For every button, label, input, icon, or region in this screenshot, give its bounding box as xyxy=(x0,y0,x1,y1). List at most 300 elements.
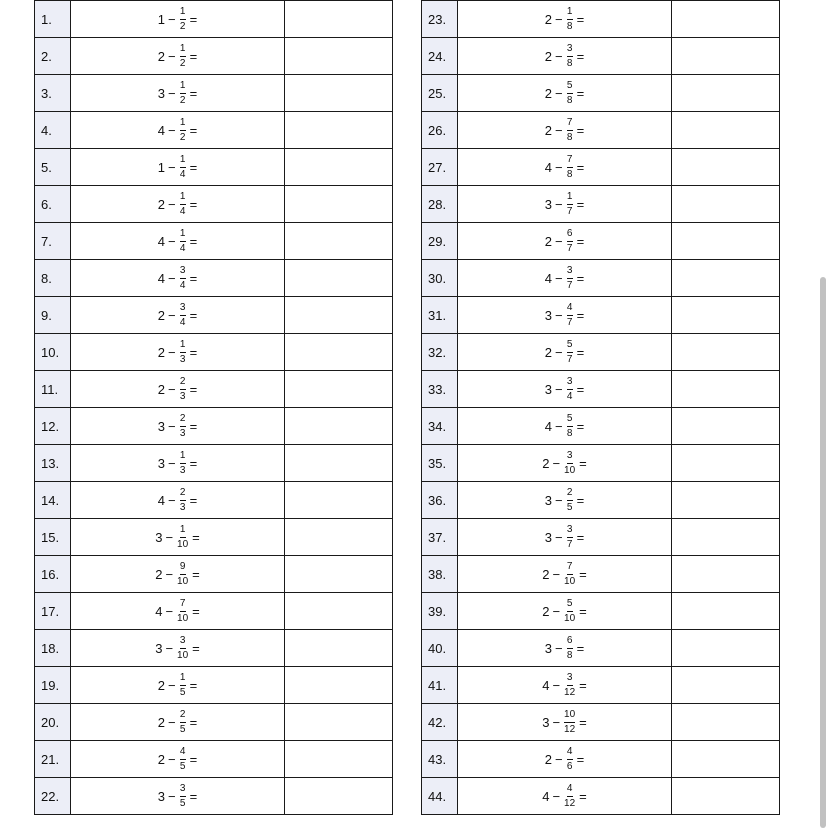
fraction-denominator: 4 xyxy=(179,242,186,254)
problem-row xyxy=(422,445,780,482)
minus-sign: − xyxy=(168,122,176,138)
problem-expression xyxy=(458,519,672,556)
fraction-numerator: 1 xyxy=(180,451,186,464)
whole-number: 4 xyxy=(544,418,553,434)
subtraction-expression xyxy=(545,488,584,513)
answer-cell[interactable] xyxy=(285,556,393,593)
problem-number: 13. xyxy=(35,445,71,482)
problem-expression xyxy=(458,482,672,519)
minus-sign: − xyxy=(555,344,563,360)
answer-cell[interactable] xyxy=(672,1,780,38)
minus-sign: − xyxy=(165,603,174,619)
whole-number: 2 xyxy=(542,455,550,471)
fraction-denominator: 10 xyxy=(564,575,576,587)
fraction-denominator: 10 xyxy=(564,612,576,624)
fraction xyxy=(179,377,187,402)
problem-number: 43. xyxy=(422,741,458,778)
whole-number: 3 xyxy=(544,307,553,323)
problem-number: 6. xyxy=(35,186,71,223)
problem-expression xyxy=(71,186,285,223)
subtraction-expression xyxy=(158,81,197,106)
fraction xyxy=(179,118,187,143)
minus-sign: − xyxy=(552,603,561,619)
problem-number: 42. xyxy=(422,704,458,741)
problem-row xyxy=(35,556,393,593)
fraction-numerator: 2 xyxy=(180,414,186,427)
fraction-numerator: 1 xyxy=(180,229,186,242)
fraction-denominator: 12 xyxy=(564,723,576,735)
fraction xyxy=(179,192,187,217)
whole-number: 3 xyxy=(544,492,553,508)
fraction-denominator: 7 xyxy=(566,316,573,328)
problem-expression xyxy=(458,38,672,75)
subtraction-expression xyxy=(155,599,200,624)
subtraction-expression xyxy=(545,636,584,661)
problem-expression xyxy=(71,482,285,519)
whole-number: 2 xyxy=(155,566,163,582)
answer-cell[interactable] xyxy=(285,593,393,630)
fraction-denominator: 12 xyxy=(564,797,576,809)
answer-cell[interactable] xyxy=(285,445,393,482)
fraction-numerator: 1 xyxy=(180,7,186,20)
answer-cell[interactable] xyxy=(672,667,780,704)
fraction-denominator: 4 xyxy=(179,205,186,217)
fraction-numerator: 4 xyxy=(180,747,186,760)
fraction-denominator: 6 xyxy=(566,760,573,772)
problem-row xyxy=(422,778,780,815)
fraction-denominator: 4 xyxy=(179,168,186,180)
fraction-denominator: 3 xyxy=(179,464,186,476)
problem-row xyxy=(35,741,393,778)
fraction-denominator: 5 xyxy=(179,686,186,698)
minus-sign: − xyxy=(552,677,561,693)
minus-sign: − xyxy=(555,11,563,27)
fraction-denominator: 7 xyxy=(566,538,573,550)
problem-number: 37. xyxy=(422,519,458,556)
problem-expression xyxy=(71,408,285,445)
problem-expression xyxy=(71,445,285,482)
fraction xyxy=(179,155,187,180)
minus-sign: − xyxy=(168,788,176,804)
subtraction-expression xyxy=(158,710,197,735)
equals-sign: = xyxy=(576,492,585,508)
answer-cell[interactable] xyxy=(672,519,780,556)
fraction xyxy=(179,266,187,291)
fraction xyxy=(179,340,187,365)
minus-sign: − xyxy=(555,307,563,323)
problem-expression xyxy=(71,260,285,297)
problem-number: 33. xyxy=(422,371,458,408)
whole-number: 2 xyxy=(544,48,553,64)
answer-cell[interactable] xyxy=(672,741,780,778)
equals-sign: = xyxy=(576,85,585,101)
answer-cell[interactable] xyxy=(672,630,780,667)
fraction xyxy=(176,636,189,661)
problem-expression xyxy=(458,408,672,445)
problem-row xyxy=(422,38,780,75)
answer-cell[interactable] xyxy=(285,778,393,815)
answer-cell[interactable] xyxy=(285,75,393,112)
fraction xyxy=(179,81,187,106)
fraction-numerator: 5 xyxy=(567,340,573,353)
whole-number: 4 xyxy=(542,788,550,804)
fraction-numerator: 3 xyxy=(567,377,573,390)
problem-number: 19. xyxy=(35,667,71,704)
whole-number: 2 xyxy=(544,344,553,360)
problem-row xyxy=(35,519,393,556)
problem-number: 41. xyxy=(422,667,458,704)
whole-number: 2 xyxy=(157,714,166,730)
problem-expression xyxy=(458,75,672,112)
problem-expression xyxy=(71,334,285,371)
problem-expression xyxy=(71,1,285,38)
vertical-scrollbar[interactable] xyxy=(818,0,828,828)
subtraction-expression xyxy=(158,784,197,809)
problem-row xyxy=(35,482,393,519)
subtraction-expression xyxy=(158,155,197,180)
problem-number: 24. xyxy=(422,38,458,75)
problem-row xyxy=(35,38,393,75)
fraction-denominator: 3 xyxy=(179,390,186,402)
equals-sign: = xyxy=(579,603,587,619)
fraction-numerator: 6 xyxy=(567,636,573,649)
problem-expression xyxy=(458,778,672,815)
answer-cell[interactable] xyxy=(285,223,393,260)
whole-number: 2 xyxy=(542,566,550,582)
equals-sign: = xyxy=(189,85,198,101)
problem-row xyxy=(422,741,780,778)
answer-cell[interactable] xyxy=(672,445,780,482)
fraction-denominator: 5 xyxy=(179,760,186,772)
whole-number: 2 xyxy=(544,122,553,138)
equals-sign: = xyxy=(189,233,198,249)
minus-sign: − xyxy=(168,751,176,767)
whole-number: 4 xyxy=(157,270,166,286)
minus-sign: − xyxy=(168,233,176,249)
answer-cell[interactable] xyxy=(672,371,780,408)
whole-number: 3 xyxy=(157,455,166,471)
fraction-numerator: 4 xyxy=(567,747,573,760)
fraction-denominator: 7 xyxy=(566,279,573,291)
minus-sign: − xyxy=(555,233,563,249)
problem-number: 44. xyxy=(422,778,458,815)
answer-cell[interactable] xyxy=(285,741,393,778)
problem-row xyxy=(422,630,780,667)
equals-sign: = xyxy=(576,270,585,286)
subtraction-expression xyxy=(545,192,584,217)
answer-cell[interactable] xyxy=(285,186,393,223)
problem-expression xyxy=(71,371,285,408)
problem-expression xyxy=(71,297,285,334)
fraction-numerator: 1 xyxy=(180,340,186,353)
fraction-denominator: 5 xyxy=(566,501,573,513)
problem-expression xyxy=(458,112,672,149)
answer-cell[interactable] xyxy=(672,297,780,334)
problem-number: 34. xyxy=(422,408,458,445)
problem-row xyxy=(35,112,393,149)
subtraction-expression xyxy=(545,303,584,328)
equals-sign: = xyxy=(192,529,200,545)
answer-cell[interactable] xyxy=(672,75,780,112)
fraction-numerator: 7 xyxy=(567,155,573,168)
fraction xyxy=(563,599,576,624)
fraction xyxy=(566,118,574,143)
fraction-denominator: 10 xyxy=(177,649,189,661)
minus-sign: − xyxy=(168,307,176,323)
fraction-numerator: 7 xyxy=(180,599,186,612)
fraction-denominator: 3 xyxy=(179,353,186,365)
answer-cell[interactable] xyxy=(672,38,780,75)
problem-number: 14. xyxy=(35,482,71,519)
problem-row xyxy=(422,297,780,334)
minus-sign: − xyxy=(555,640,563,656)
scrollbar-thumb[interactable] xyxy=(820,277,826,828)
answer-cell[interactable] xyxy=(285,704,393,741)
answer-cell[interactable] xyxy=(672,112,780,149)
subtraction-expression xyxy=(158,451,197,476)
fraction xyxy=(566,44,574,69)
subtraction-expression xyxy=(542,784,587,809)
subtraction-expression xyxy=(545,229,584,254)
fraction-numerator: 1 xyxy=(180,118,186,131)
whole-number: 3 xyxy=(155,640,163,656)
problem-row xyxy=(35,667,393,704)
fraction-numerator: 6 xyxy=(567,229,573,242)
whole-number: 4 xyxy=(157,122,166,138)
answer-cell[interactable] xyxy=(672,556,780,593)
problem-number: 5. xyxy=(35,149,71,186)
answer-cell[interactable] xyxy=(672,704,780,741)
minus-sign: − xyxy=(552,714,561,730)
minus-sign: − xyxy=(552,455,561,471)
problem-row xyxy=(35,593,393,630)
equals-sign: = xyxy=(189,714,198,730)
problem-number: 1. xyxy=(35,1,71,38)
whole-number: 2 xyxy=(157,751,166,767)
equals-sign: = xyxy=(189,270,198,286)
problem-expression xyxy=(71,519,285,556)
problem-number: 23. xyxy=(422,1,458,38)
problem-row xyxy=(422,482,780,519)
fraction xyxy=(179,673,187,698)
problem-row xyxy=(35,223,393,260)
problem-expression xyxy=(458,186,672,223)
answer-cell[interactable] xyxy=(285,482,393,519)
problem-number: 39. xyxy=(422,593,458,630)
problem-number: 3. xyxy=(35,75,71,112)
fraction xyxy=(179,784,187,809)
fraction xyxy=(566,488,574,513)
problem-number: 31. xyxy=(422,297,458,334)
answer-cell[interactable] xyxy=(672,186,780,223)
whole-number: 3 xyxy=(157,788,166,804)
fraction xyxy=(563,562,576,587)
problem-row xyxy=(422,223,780,260)
answer-cell[interactable] xyxy=(285,149,393,186)
fraction xyxy=(563,784,576,809)
equals-sign: = xyxy=(189,381,198,397)
fraction xyxy=(179,303,187,328)
answer-cell[interactable] xyxy=(285,371,393,408)
equals-sign: = xyxy=(576,418,585,434)
fraction-numerator: 2 xyxy=(180,488,186,501)
subtraction-expression xyxy=(158,44,197,69)
problem-expression xyxy=(71,704,285,741)
fraction-denominator: 2 xyxy=(179,94,186,106)
answer-cell[interactable] xyxy=(285,38,393,75)
fraction xyxy=(179,414,187,439)
subtraction-expression xyxy=(158,229,197,254)
minus-sign: − xyxy=(552,566,561,582)
problem-expression xyxy=(458,556,672,593)
minus-sign: − xyxy=(168,48,176,64)
whole-number: 4 xyxy=(544,159,553,175)
answer-cell[interactable] xyxy=(285,112,393,149)
fraction xyxy=(566,192,574,217)
subtraction-expression xyxy=(545,340,584,365)
problem-expression xyxy=(71,556,285,593)
equals-sign: = xyxy=(579,714,587,730)
whole-number: 3 xyxy=(542,714,550,730)
minus-sign: − xyxy=(165,566,174,582)
answer-cell[interactable] xyxy=(672,334,780,371)
problem-number: 22. xyxy=(35,778,71,815)
answer-cell[interactable] xyxy=(285,260,393,297)
answer-cell[interactable] xyxy=(285,297,393,334)
subtraction-expression xyxy=(158,377,197,402)
whole-number: 2 xyxy=(157,381,166,397)
left-problem-list xyxy=(35,1,393,815)
whole-number: 2 xyxy=(544,11,553,27)
problem-expression xyxy=(458,297,672,334)
subtraction-expression xyxy=(542,673,587,698)
subtraction-expression xyxy=(155,525,200,550)
fraction-numerator: 3 xyxy=(180,303,186,316)
answer-cell[interactable] xyxy=(672,223,780,260)
right-problem-table xyxy=(421,0,780,815)
answer-cell[interactable] xyxy=(285,408,393,445)
whole-number: 2 xyxy=(544,233,553,249)
fraction-denominator: 5 xyxy=(179,797,186,809)
fraction-numerator: 4 xyxy=(567,303,573,316)
subtraction-expression xyxy=(158,118,197,143)
problem-expression xyxy=(458,334,672,371)
answer-cell[interactable] xyxy=(285,667,393,704)
fraction xyxy=(566,155,574,180)
minus-sign: − xyxy=(555,751,563,767)
fraction-numerator: 3 xyxy=(567,525,573,538)
subtraction-expression xyxy=(542,451,587,476)
problem-number: 27. xyxy=(422,149,458,186)
problem-expression xyxy=(71,149,285,186)
minus-sign: − xyxy=(555,270,563,286)
problem-row xyxy=(422,408,780,445)
minus-sign: − xyxy=(168,196,176,212)
answer-cell[interactable] xyxy=(285,1,393,38)
equals-sign: = xyxy=(189,196,198,212)
minus-sign: − xyxy=(168,270,176,286)
answer-cell[interactable] xyxy=(672,482,780,519)
equals-sign: = xyxy=(576,529,585,545)
equals-sign: = xyxy=(576,11,585,27)
subtraction-expression xyxy=(158,7,197,32)
whole-number: 3 xyxy=(544,529,553,545)
fraction-denominator: 10 xyxy=(177,612,189,624)
fraction-denominator: 8 xyxy=(566,131,573,143)
minus-sign: − xyxy=(555,492,563,508)
problem-row xyxy=(35,445,393,482)
minus-sign: − xyxy=(552,788,561,804)
whole-number: 3 xyxy=(157,85,166,101)
fraction xyxy=(566,266,574,291)
equals-sign: = xyxy=(189,307,198,323)
problem-number: 11. xyxy=(35,371,71,408)
fraction xyxy=(566,303,574,328)
subtraction-expression xyxy=(545,155,584,180)
answer-cell[interactable] xyxy=(672,149,780,186)
subtraction-expression xyxy=(545,525,584,550)
problem-row xyxy=(422,704,780,741)
fraction xyxy=(179,44,187,69)
subtraction-expression xyxy=(545,44,584,69)
problem-row xyxy=(422,556,780,593)
minus-sign: − xyxy=(165,640,174,656)
fraction xyxy=(179,451,187,476)
answer-cell[interactable] xyxy=(672,778,780,815)
fraction-numerator: 1 xyxy=(180,44,186,57)
answer-cell[interactable] xyxy=(285,334,393,371)
problem-number: 18. xyxy=(35,630,71,667)
subtraction-expression xyxy=(158,414,197,439)
answer-cell[interactable] xyxy=(285,630,393,667)
answer-cell[interactable] xyxy=(285,519,393,556)
minus-sign: − xyxy=(168,344,176,360)
minus-sign: − xyxy=(555,529,563,545)
problem-expression xyxy=(458,667,672,704)
answer-cell[interactable] xyxy=(672,593,780,630)
equals-sign: = xyxy=(189,751,198,767)
subtraction-expression xyxy=(545,377,584,402)
problem-number: 2. xyxy=(35,38,71,75)
problem-expression xyxy=(71,593,285,630)
fraction-numerator: 1 xyxy=(180,155,186,168)
whole-number: 4 xyxy=(544,270,553,286)
fraction-numerator: 7 xyxy=(567,562,573,575)
answer-cell[interactable] xyxy=(672,260,780,297)
problem-row xyxy=(35,371,393,408)
minus-sign: − xyxy=(165,529,174,545)
whole-number: 2 xyxy=(157,307,166,323)
problem-number: 20. xyxy=(35,704,71,741)
problem-row xyxy=(35,186,393,223)
problem-number: 28. xyxy=(422,186,458,223)
minus-sign: − xyxy=(168,455,176,471)
fraction-denominator: 3 xyxy=(179,501,186,513)
fraction-numerator: 4 xyxy=(567,784,573,797)
answer-cell[interactable] xyxy=(672,408,780,445)
problem-row xyxy=(35,1,393,38)
fraction-numerator: 1 xyxy=(180,81,186,94)
equals-sign: = xyxy=(189,344,198,360)
fraction xyxy=(566,229,574,254)
subtraction-expression xyxy=(542,599,587,624)
minus-sign: − xyxy=(555,381,563,397)
equals-sign: = xyxy=(576,307,585,323)
problem-row xyxy=(422,1,780,38)
fraction-denominator: 5 xyxy=(179,723,186,735)
whole-number: 3 xyxy=(544,381,553,397)
equals-sign: = xyxy=(192,640,200,656)
